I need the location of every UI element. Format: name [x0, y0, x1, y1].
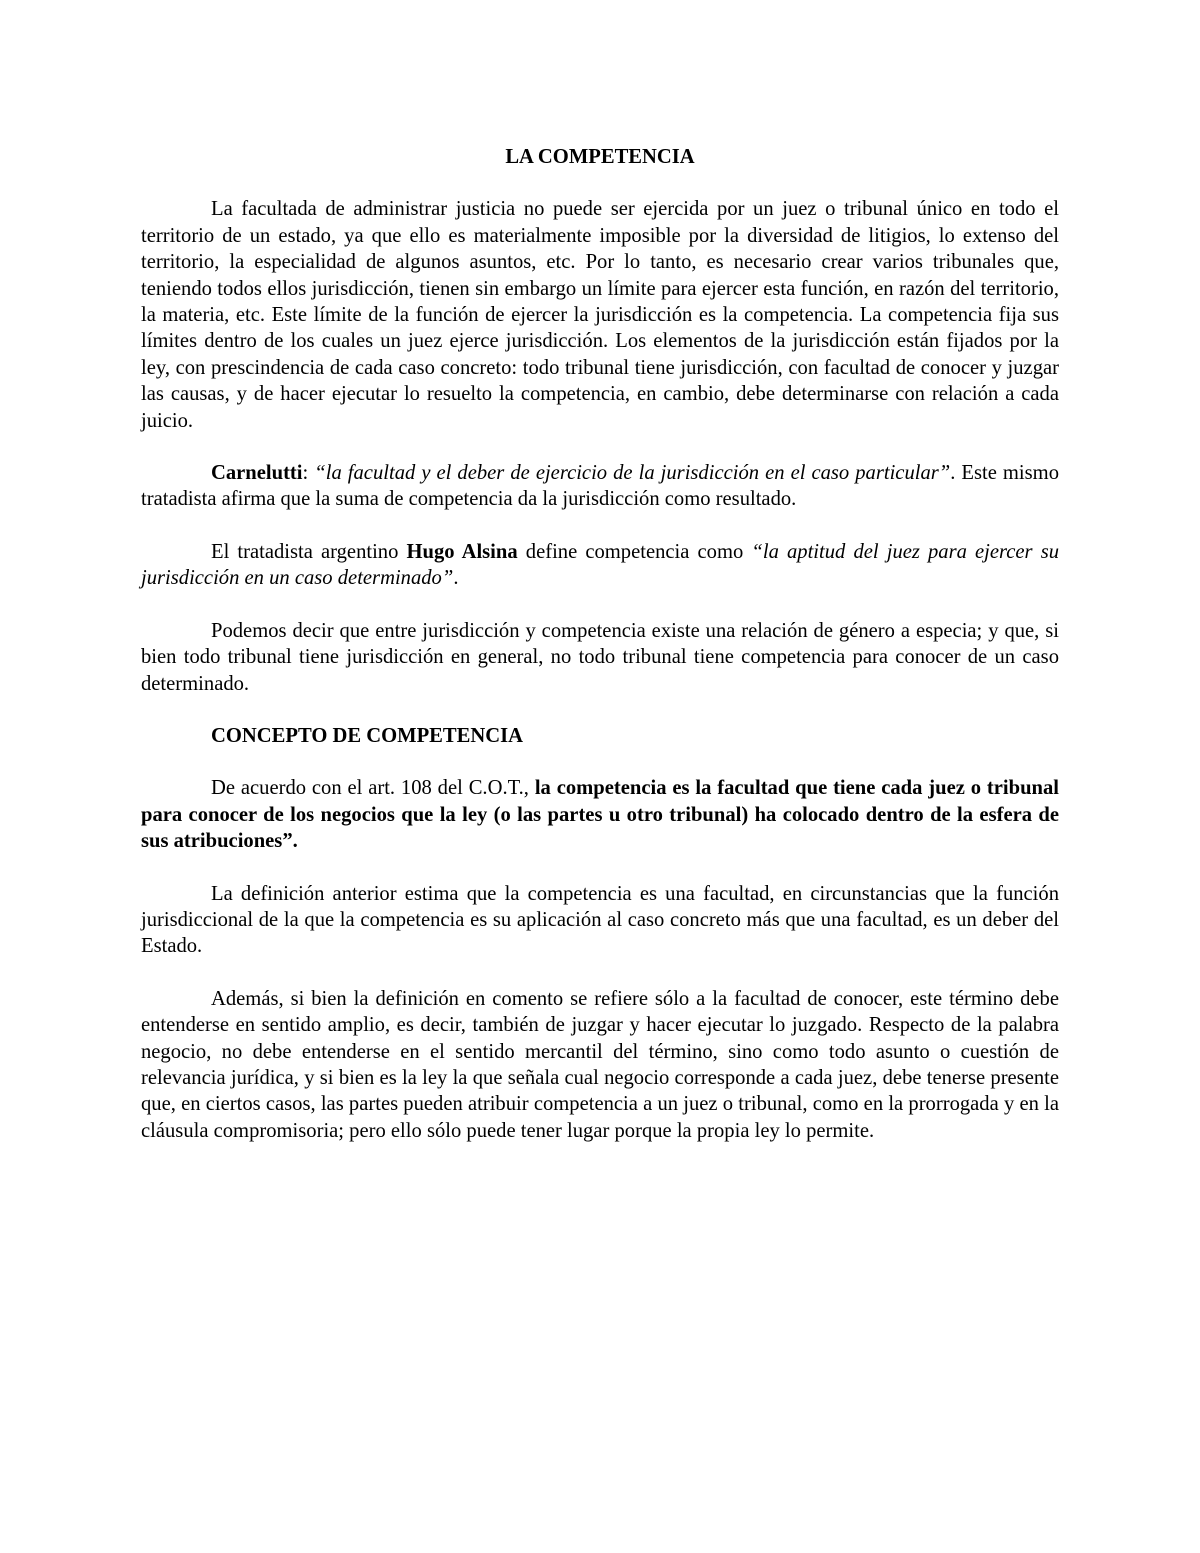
article-paragraph [141, 775, 1059, 854]
intro-paragraph: La facultada de administrar justicia no puede ser ejercida por un juez o tribunal único en todo el territorio de un estado, ya que ello es materialmente imposible por la diversidad de litigios, lo extenso del territorio, la especialidad de algunos asuntos, etc. Por lo tanto, es necesario crear varios tribunales que, teniendo todos ellos jurisdicción, tienen sin embargo un límite para ejercer esta función, en razón del territorio, la materia, etc. Este límite de la función de ejercer la jurisdicción es la competencia. La competencia fija sus límites dentro de los cuales un juez ejerce jurisdicción. Los elementos de la jurisdicción están fijados por la ley, con prescindencia de cada caso concreto: todo tribunal tiene jurisdicción, con facultad de conocer y juzgar las causas, y de hacer ejecutar lo resuelto la competencia, en cambio, debe determinarse con relación a cada juicio. [141, 198, 1059, 432]
final-paragraph: Además, si bien la definición en comento se refiere sólo a la facultad de conocer, este término debe entenderse en sentido amplio, es decir, también de juzgar y hacer ejecutar lo juzgado. Respecto de la palabra negocio, no debe entenderse en el sentido mercantil del término, sino como todo asunto o cuestión de relevancia jurídica, y si bien es la ley la que señala cual negocio corresponde a cada juez, debe tenerse presente que, en ciertos casos, las partes pueden atribuir competencia a un juez o tribunal, como en la prorrogada y en la cláusula compromisoria; pero ello sólo puede tener lugar porque la propia ley lo permite. [141, 987, 1059, 1142]
article-definition: la competencia es la facultad que tiene cada juez o tribunal para conocer de los negocios que la ley (o las partes u otro tribunal) ha colocado dentro de la esfera de sus atribuciones”. [141, 777, 1059, 853]
alsina-paragraph [141, 539, 1059, 592]
alsina-lead: El tratadista argentino [211, 540, 407, 563]
alsina-author: Hugo Alsina [406, 540, 518, 563]
carnelutti-paragraph [141, 460, 1059, 513]
carnelutti-quote: “la facultad y el deber de ejercicio de la jurisdicción en el caso particular” [314, 462, 951, 485]
definition-paragraph: La definición anterior estima que la competencia es una facultad, en circunstancias que la función jurisdiccional de la que la competencia es su aplicación al caso concreto más que una facultad, es un deber del Estado. [141, 882, 1059, 958]
concept-heading: CONCEPTO DE COMPETENCIA [211, 724, 523, 747]
article-lead: De acuerdo con el art. 108 del C.O.T., [211, 777, 535, 800]
document-title: LA COMPETENCIA [505, 146, 695, 168]
alsina-quote: “la aptitud del juez para ejercer su jurisdicción en un caso determinado” [141, 540, 1060, 590]
carnelutti-separator: : [302, 462, 315, 485]
carnelutti-author: Carnelutti [211, 462, 303, 485]
alsina-end: . [453, 567, 459, 590]
document-body [141, 144, 1059, 1170]
carnelutti-rest: . Este mismo tratadista afirma que la suma de competencia da la jurisdicción como resultado. [141, 462, 1059, 511]
genre-paragraph: Podemos decir que entre jurisdicción y competencia existe una relación de género a especia; y que, si bien todo tribunal tiene jurisdicción en general, no todo tribunal tiene competencia para conocer de un caso determinado. [141, 619, 1059, 695]
alsina-middle: define competencia como [517, 540, 752, 563]
